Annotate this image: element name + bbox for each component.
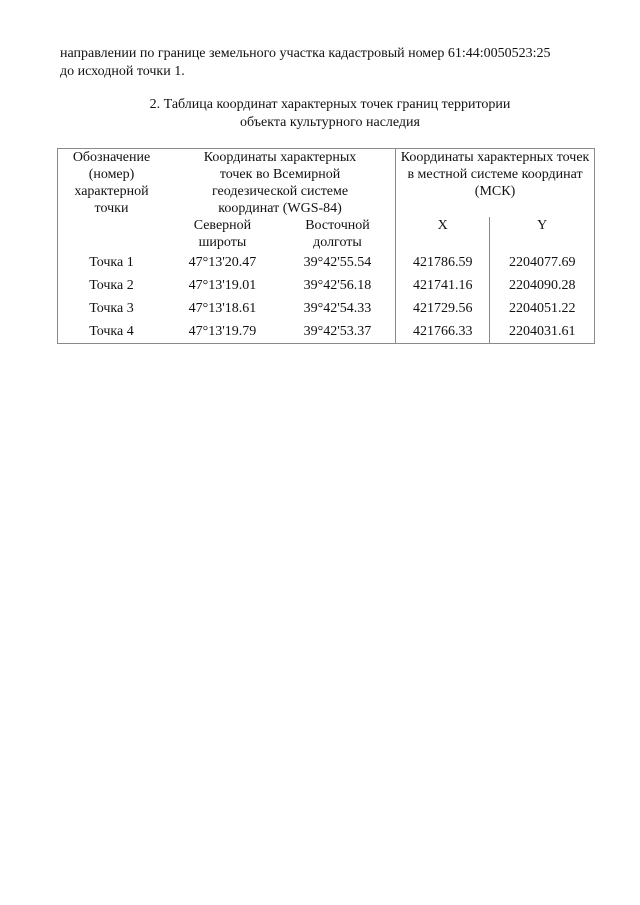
table-title-line-2: объекта культурного наследия [240, 115, 420, 130]
header-designation [58, 149, 166, 252]
header-msk-line: в местной системе координат [407, 167, 583, 182]
intro-paragraph [60, 45, 600, 81]
header-designation-line: точки [94, 201, 129, 216]
cell-longitude: 39°42'53.37 [280, 320, 396, 344]
header-wgs [165, 149, 396, 218]
intro-line-2: до исходной точки 1. [60, 64, 185, 79]
coordinates-table [57, 148, 595, 344]
header-latitude [165, 217, 280, 251]
table-title-line-1: 2. Таблица координат характерных точек границ территории [149, 97, 511, 112]
header-y: Y [490, 217, 595, 251]
header-designation-line: (номер) [88, 167, 135, 182]
cell-point: Точка 1 [58, 251, 166, 274]
cell-y: 2204051.22 [490, 297, 595, 320]
cell-y: 2204031.61 [490, 320, 595, 344]
cell-latitude: 47°13'19.01 [188, 278, 257, 293]
cell-latitude: 47°13'18.61 [188, 301, 257, 316]
header-wgs-line: точек во Всемирной [219, 167, 341, 182]
cell-latitude: 47°13'20.47 [188, 255, 257, 270]
header-designation-line: Обозначение [72, 150, 151, 165]
table-row [58, 297, 595, 320]
cell-x: 421786.59 [396, 251, 490, 274]
header-designation-line: характерной [74, 184, 149, 199]
header-longitude-line: Восточной [305, 218, 370, 233]
table-row [58, 274, 595, 297]
table-title [60, 96, 600, 132]
table-row [58, 320, 595, 344]
header-wgs-line: Координаты характерных [203, 150, 357, 165]
cell-longitude: 39°42'56.18 [280, 274, 396, 297]
cell-y: 2204077.69 [490, 251, 595, 274]
header-msk-line: Координаты характерных точек [400, 150, 590, 165]
header-longitude-line: долготы [313, 235, 362, 250]
header-latitude-line: широты [198, 235, 247, 250]
cell-latitude: 47°13'19.79 [165, 320, 280, 344]
intro-line-1: направлении по границе земельного участка кадастровый номер 61:44:0050523:25 [60, 46, 551, 61]
header-msk [396, 149, 595, 218]
cell-point: Точка 2 [58, 274, 166, 297]
header-wgs-line: координат (WGS-84) [218, 201, 342, 216]
cell-point: Точка 4 [58, 320, 166, 344]
cell-x: 421741.16 [396, 274, 490, 297]
cell-x: 421729.56 [396, 297, 490, 320]
cell-longitude: 39°42'54.33 [280, 297, 396, 320]
header-wgs-line: геодезической системе [211, 184, 349, 199]
header-x: X [396, 217, 490, 251]
header-msk-line: (МСК) [474, 184, 516, 199]
cell-x: 421766.33 [396, 320, 490, 344]
cell-longitude: 39°42'55.54 [280, 251, 396, 274]
table-row [58, 251, 595, 274]
header-latitude-line: Северной [193, 218, 252, 233]
header-longitude [280, 217, 396, 251]
table-header-row [58, 149, 595, 218]
cell-y: 2204090.28 [490, 274, 595, 297]
cell-point: Точка 3 [58, 297, 166, 320]
